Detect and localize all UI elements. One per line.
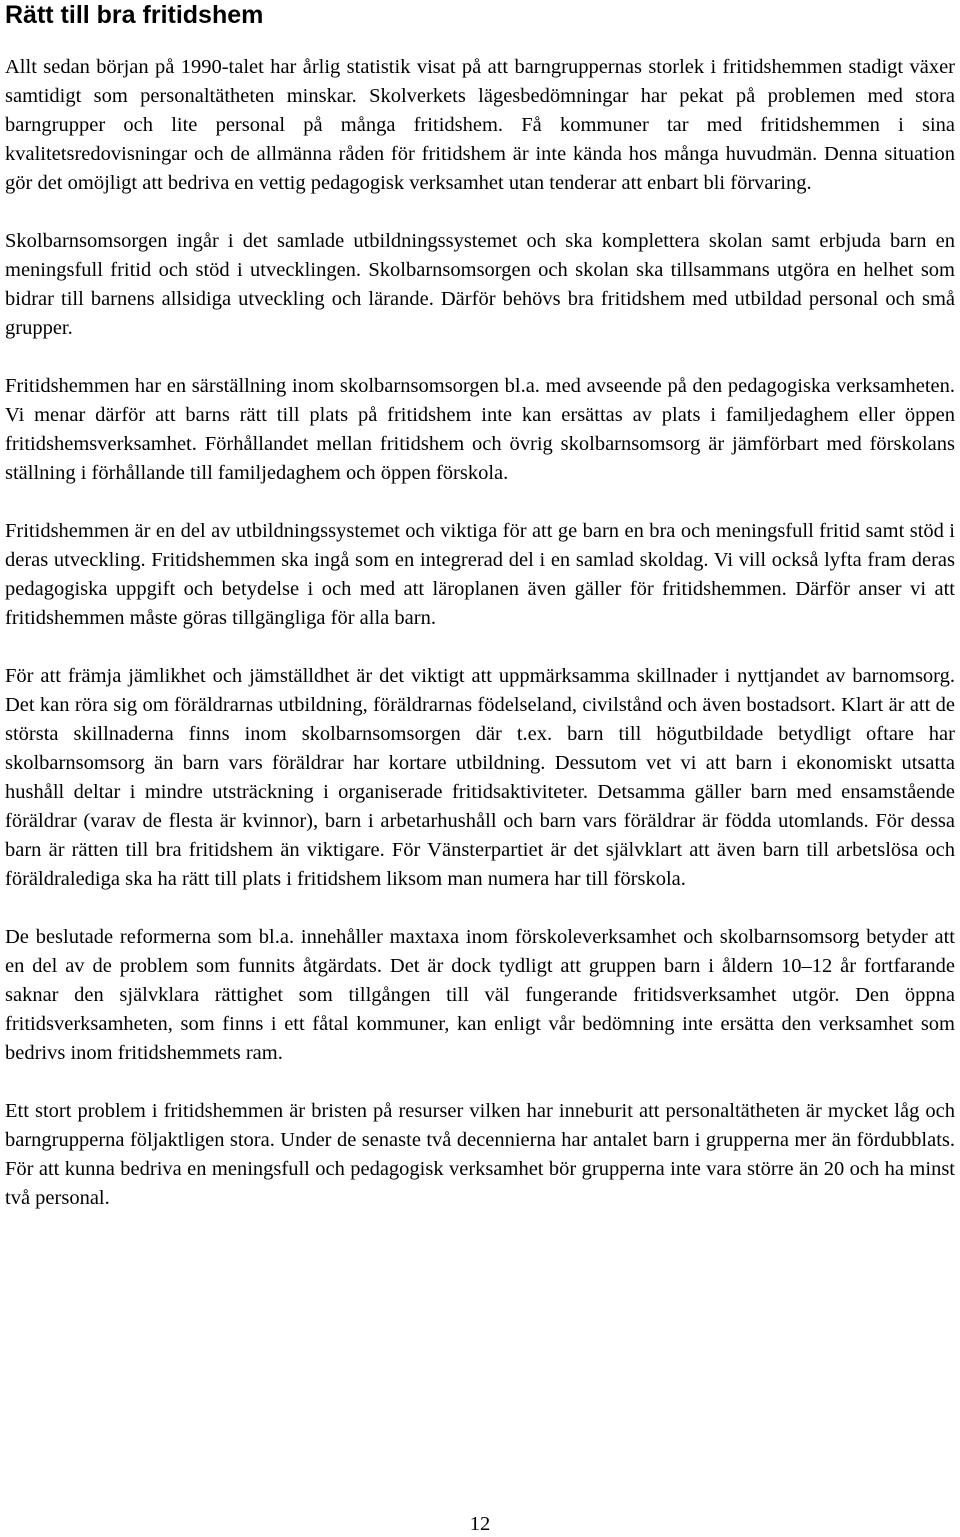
paragraph-7: Ett stort problem i fritidshemmen är bristen på resurser vilken har inneburit att personaltätheten är mycket låg och barngrupperna följaktligen stora. Under de senaste två decennierna har antalet barn i grupperna mer än fördubblats. För att kunna bedriva en meningsfull och pedagogisk verksamhet bör grupperna inte vara större än 20 och ha minst två personal. bbox=[5, 1100, 955, 1209]
section-heading: Rätt till bra fritidshem bbox=[5, 1, 264, 29]
document-page bbox=[5, 0, 955, 1213]
page-number: 12 bbox=[469, 1513, 491, 1535]
body-text bbox=[5, 53, 955, 1213]
paragraph-2: Skolbarnsomsorgen ingår i det samlade utbildningssystemet och ska komplettera skolan samt erbjuda barn en meningsfull fritid och stöd i utvecklingen. Skolbarnsomsorgen och skolan ska tillsammans utgöra en helhet som bidrar till barnens allsidiga utveckling och lärande. Därför behövs bra fritidshem med utbildad personal och små grupper. bbox=[5, 230, 955, 339]
paragraph-1: Allt sedan början på 1990-talet har årlig statistik visat på att barngruppernas storlek i fritidshemmen stadigt växer samtidigt som personaltätheten minskar. Skolverkets lägesbedömningar har pekat på problemen med stora barngrupper och lite personal på många fritidshem. Få kommuner tar med fritidshemmen i sina kvalitetsredovisningar och de allmänna råden för fritidshem är inte kända hos många huvudmän. Denna situation gör det omöjligt att bedriva en vettig pedagogisk verksamhet utan tenderar att enbart bli förvaring. bbox=[5, 56, 955, 194]
paragraph-4: Fritidshemmen är en del av utbildningssystemet och viktiga för att ge barn en bra och meningsfull fritid samt stöd i deras utveckling. Fritidshemmen ska ingå som en integrerad del i en samlad skoldag. Vi vill också lyfta fram deras pedagogiska uppgift och betydelse i och med att läroplanen även gäller för fritidshemmen. Därför anser vi att fritidshemmen måste göras tillgängliga för alla barn. bbox=[5, 520, 955, 629]
paragraph-6: De beslutade reformerna som bl.a. innehåller maxtaxa inom förskoleverksamhet och skolbarnsomsorg betyder att en del av de problem som funnits åtgärdats. Det är dock tydligt att gruppen barn i åldern 10–12 år fortfarande saknar den självklara rättighet som tillgången till väl fungerande fritidsverksamhet utgör. Den öppna fritidsverksamheten, som finns i ett fåtal kommuner, kan enligt vår bedömning inte ersätta den verksamhet som bedrivs inom fritidshemmets ram. bbox=[5, 926, 955, 1064]
paragraph-3: Fritidshemmen har en särställning inom skolbarnsomsorgen bl.a. med avseende på den pedagogiska verksamheten. Vi menar därför att barns rätt till plats på fritidshem inte kan ersättas av plats i familjedaghem eller öppen fritidshemsverksamhet. Förhållandet mellan fritidshem och övrig skolbarnsomsorg är jämförbart med förskolans ställning i förhållande till familjedaghem och öppen förskola. bbox=[5, 375, 955, 484]
paragraph-5: För att främja jämlikhet och jämställdhet är det viktigt att uppmärksamma skillnader i nyttjandet av barnomsorg. Det kan röra sig om föräldrarnas utbildning, föräldrarnas födelseland, civilstånd och även bostadsort. Klart är att de största skillnaderna finns inom skolbarnsomsorgen där t.ex. barn till högutbildade betydligt oftare har skolbarnsomsorg än barn vars föräldrar har kortare utbildning. Dessutom vet vi att barn i ekonomiskt utsatta hushåll deltar i mindre utsträckning i organiserade fritidsaktiviteter. Detsamma gäller barn med ensamstående föräldrar (varav de flesta är kvinnor), barn i arbetarhushåll och barn vars föräldrar är födda utomlands. För dessa barn är rätten till bra fritidshem än viktigare. För Vänsterpartiet är det självklart att även barn till arbetslösa och föräldralediga ska ha rätt till plats i fritidshem liksom man numera har till förskola. bbox=[5, 665, 955, 890]
